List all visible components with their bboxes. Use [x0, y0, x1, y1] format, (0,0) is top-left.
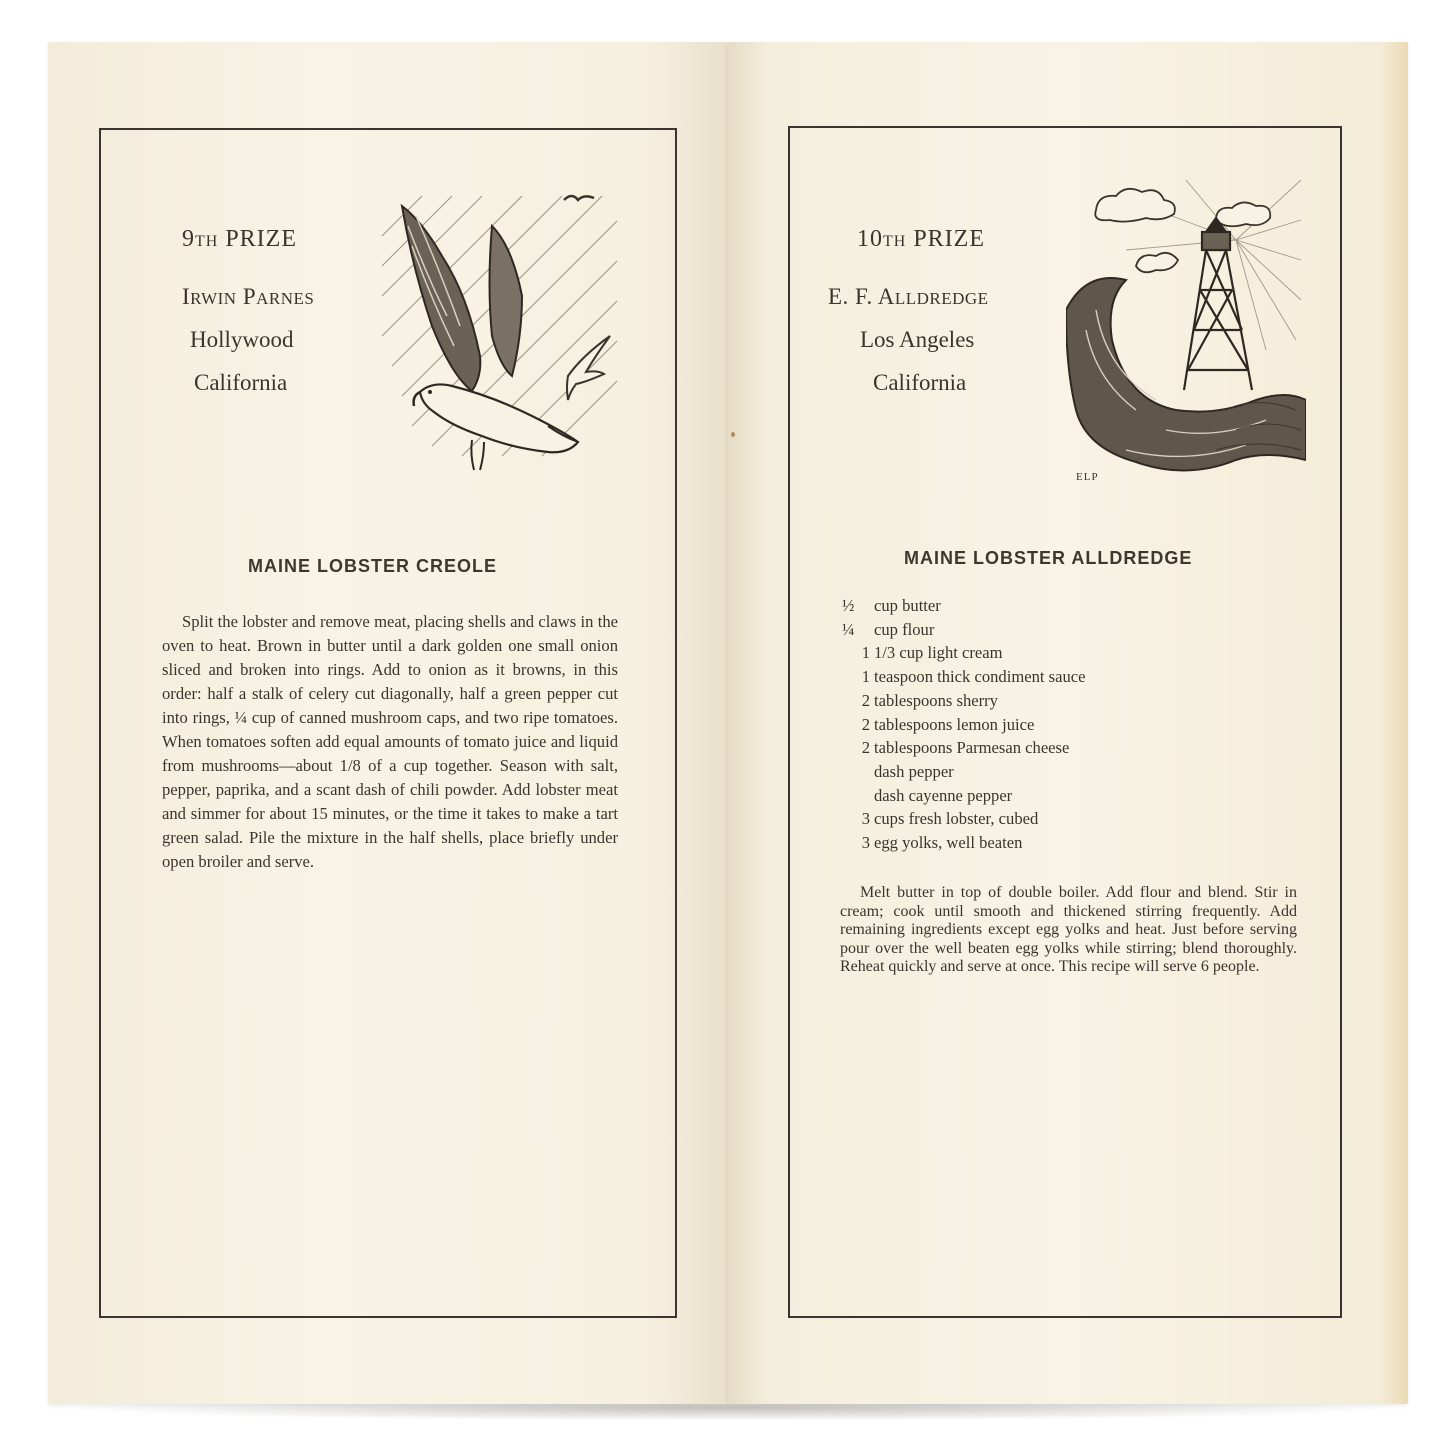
- right-recipe-title: MAINE LOBSTER ALLDREDGE: [904, 548, 1193, 568]
- ingredient-row: 2 tablespoons lemon juice: [861, 714, 1035, 734]
- ingredient-row: 1 teaspoon thick condiment sauce: [861, 667, 1086, 687]
- right-state: California: [873, 370, 967, 395]
- left-prize-suffix: TH: [195, 233, 219, 250]
- name-prefix: E. F.: [828, 284, 878, 309]
- left-prize-number: 9: [182, 226, 195, 252]
- right-city: Los Angeles: [860, 327, 975, 352]
- ingredient-row: 2 tablespoons sherry: [861, 690, 998, 710]
- ingredient-row: ½ cup butter: [842, 596, 941, 615]
- ingredient-row: 3 cups fresh lobster, cubed: [861, 809, 1039, 829]
- left-recipe-title: MAINE LOBSTER CREOLE: [248, 556, 498, 576]
- illustration-signature: ELP: [1076, 471, 1099, 483]
- name-initial: A: [877, 284, 895, 309]
- spine-mark: [731, 432, 735, 437]
- name-small-caps: LLDREDGE: [894, 289, 989, 308]
- ingredient-row: dash cayenne pepper: [874, 785, 1013, 805]
- lighthouse-tower-illustration: [1066, 180, 1306, 490]
- name-initial: I: [182, 284, 191, 309]
- clouds: [1095, 189, 1270, 272]
- name-small-caps: RWIN: [190, 289, 237, 308]
- name-small-caps: ARNES: [256, 289, 315, 308]
- right-prize-suffix: TH: [883, 233, 907, 250]
- right-winner-name: [828, 284, 989, 310]
- distant-bird: [564, 196, 594, 200]
- right-recipe-directions: Melt butter in top of double boiler. Add flour and blend. Stir in cream; cook until smooth and thickened stirring frequently. Add remaining ingredients except egg yolks and heat. Just before serving pour over the well beaten egg yolks while stirring; blend thoroughly. Reheat quickly and serve at once. This recipe will serve 6 people.: [840, 884, 1297, 975]
- left-city: Hollywood: [190, 327, 294, 352]
- ingredient-row: ¼ cup flour: [842, 619, 935, 639]
- seagull-illustration: [372, 186, 622, 476]
- gull-wing: [402, 206, 480, 391]
- right-prize-heading: [857, 226, 985, 253]
- gull-wing-far: [490, 226, 523, 376]
- ingredient-row: 1 1/3 cup light cream: [861, 643, 1003, 663]
- left-prize-heading: [182, 226, 297, 253]
- small-gull: [567, 336, 610, 400]
- name-initial: P: [242, 284, 257, 309]
- ingredient-list: [842, 594, 1086, 855]
- gull-body: [420, 384, 578, 452]
- left-state: California: [194, 370, 288, 395]
- ingredient-row: 3 egg yolks, well beaten: [861, 833, 1023, 853]
- ingredient-row: dash pepper: [874, 761, 954, 781]
- right-prize-label: PRIZE: [913, 226, 985, 252]
- left-recipe-text: Split the lobster and remove meat, placing shells and claws in the oven to heat. Brown in butter until a dark golden one small onion sliced and broken into rings. Add to onion as it browns, in this order: half a stalk of celery cut diagonally, half a green pepper cut into rings, ¼ cup of canned mushroom caps, and two ripe tomatoes. When tomatoes soften add equal amounts of tomato juice and liquid from mushrooms—about 1/8 of a cup together. Season with salt, pepper, paprika, and a scant dash of chili powder. Add lobster meat and simmer for about 15 minutes, or the time it takes to make a tart green salad. Pile the mixture in the half shells, place briefly under open broiler and serve.: [162, 612, 618, 871]
- ingredient-row: 2 tablespoons Parmesan cheese: [861, 738, 1070, 758]
- left-prize-label: PRIZE: [225, 226, 297, 252]
- left-winner-name: [182, 284, 314, 310]
- right-prize-number: 10: [857, 226, 883, 252]
